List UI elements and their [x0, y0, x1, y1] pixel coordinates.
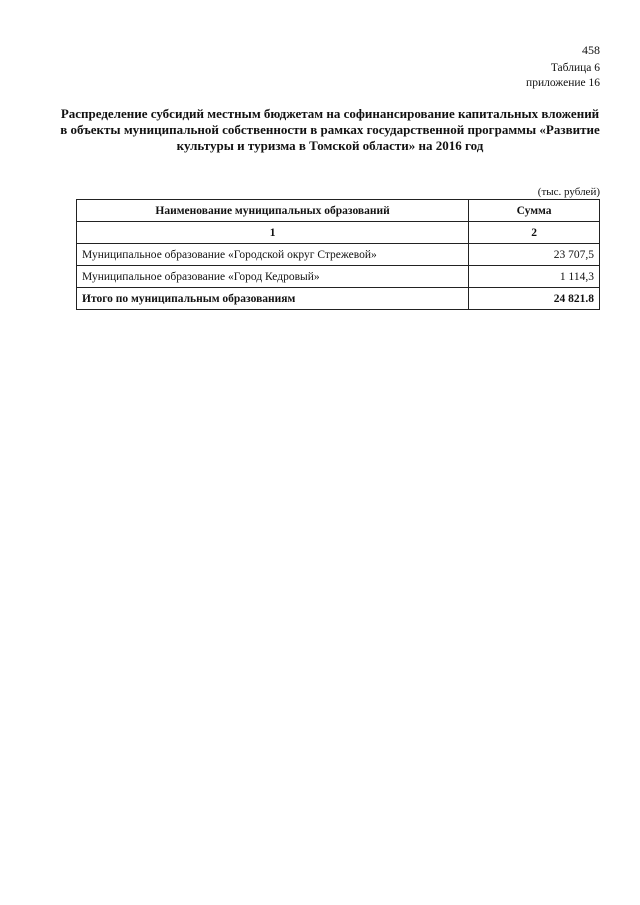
- table-row: [77, 266, 600, 288]
- municipality-name: Муниципальное образование «Город Кедровый»: [77, 266, 469, 288]
- column-number-2: 2: [469, 222, 600, 244]
- total-row: [77, 288, 600, 310]
- subsidy-sum: 1 114,3: [469, 266, 600, 288]
- table-caption: [526, 61, 600, 91]
- appendix-label: приложение 16: [526, 77, 600, 89]
- municipality-name: Муниципальное образование «Городской округ Стрежевой»: [77, 244, 469, 266]
- column-number-1: 1: [77, 222, 469, 244]
- table-row: [77, 244, 600, 266]
- subsidy-table-wrapper: [76, 199, 600, 310]
- units-label: (тыс. рублей): [537, 186, 600, 198]
- subsidy-table: [76, 199, 600, 310]
- document-title: Распределение субсидий местным бюджетам на софинансирование капитальных вложений в объекты муниципальной собственности в рамках государственной программы «Развитие культуры и туризма в Томской области» на 2016 год: [60, 106, 600, 153]
- total-sum: 24 821.8: [469, 288, 600, 310]
- header-sum: Сумма: [469, 200, 600, 222]
- page-number: 458: [582, 43, 600, 57]
- table-header-row: [77, 200, 600, 222]
- subsidy-sum: 23 707,5: [469, 244, 600, 266]
- column-number-row: [77, 222, 600, 244]
- header-municipality: Наименование муниципальных образований: [77, 200, 469, 222]
- table-caption-label: Таблица 6: [550, 62, 600, 74]
- total-label: Итого по муниципальным образованиям: [77, 288, 469, 310]
